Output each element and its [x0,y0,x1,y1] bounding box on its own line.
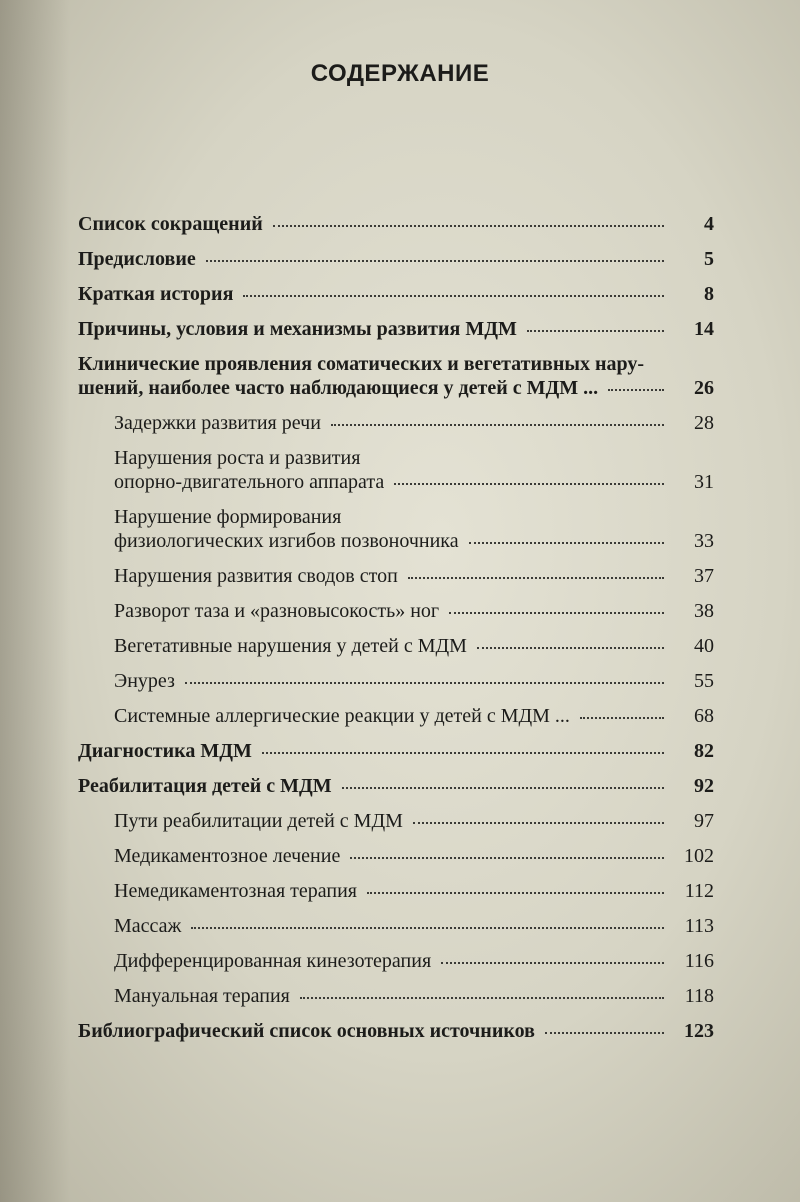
toc-entry-title: Список сокращений [78,213,263,235]
page-title: СОДЕРЖАНИЕ [310,60,490,87]
toc-chapter [78,1019,714,1043]
toc-page-number: 37 [694,565,714,587]
toc-entry-title: Системные аллергические реакции у детей с МДМ ... [114,705,570,727]
dot-leader [243,294,664,297]
toc-entry-title: шений, наиболее часто наблюдающиеся у детей с МДМ ... [78,377,599,399]
toc-subsection [78,914,714,938]
toc-entry-title: Мануальная терапия [114,985,290,1007]
toc-page-number: 31 [694,471,714,493]
toc-entry-title: Медикаментозное лечение [114,845,341,867]
toc-subsection [78,411,714,435]
toc-chapter [78,282,714,306]
toc-entry-title: Массаж [114,915,182,937]
toc-chapter [78,774,714,798]
dot-leader [206,259,664,262]
dot-leader [413,821,664,824]
toc-subsection [78,599,714,623]
toc-page-number: 92 [694,775,714,797]
toc-subsection [78,879,714,903]
toc-page-number: 38 [694,600,714,622]
toc-entry-title: Дифференцированная кинезотерапия [114,950,432,972]
toc-page-number: 116 [684,950,714,972]
toc-page-number: 5 [704,248,714,270]
toc-entry-title-line: Нарушение формирования [114,506,342,528]
toc-subsection [78,844,714,868]
toc-entry-title: Библиографический список основных источников [78,1020,535,1042]
toc-page-number: 97 [694,810,714,832]
toc-entry-title-line: Клинические проявления соматических и вегетативных нару- [78,353,644,375]
dot-leader [449,611,664,614]
toc-page-number: 14 [694,318,714,340]
dot-leader [408,576,664,579]
dot-leader [350,856,664,859]
toc-subsection [78,564,714,588]
toc-chapter [78,247,714,271]
toc-page-number: 33 [694,530,714,552]
dot-leader [191,926,664,929]
toc-page-number: 82 [694,740,714,762]
toc-chapter [78,212,714,236]
toc-page-number: 55 [694,670,714,692]
toc-entry-title: Немедикаментозная терапия [114,880,357,902]
toc-page-number: 26 [694,377,714,399]
toc-entry-title: Диагностика МДМ [78,740,252,762]
dot-leader [394,482,664,485]
page-shadow [0,0,70,1202]
toc-entry-title: Причины, условия и механизмы развития МДМ [78,318,517,340]
toc-chapter [78,317,714,341]
dot-leader [331,423,664,426]
dot-leader [300,996,664,999]
toc-subsection [78,949,714,973]
toc-entry-title: Краткая история [78,283,234,305]
toc-subsection [78,634,714,658]
toc-entry-title: Пути реабилитации детей с МДМ [114,810,403,832]
dot-leader [545,1031,664,1034]
toc-page-number: 123 [684,1020,714,1042]
toc-page-number: 102 [684,845,714,867]
dot-leader [469,541,664,544]
dot-leader [441,961,664,964]
toc-subsection [78,446,714,494]
toc-entry-title: Нарушения развития сводов стоп [114,565,398,587]
toc-entry-title: опорно-двигательного аппарата [114,471,385,493]
dot-leader [608,388,664,391]
toc-page-number: 68 [694,705,714,727]
toc-page-number: 4 [704,213,714,235]
dot-leader [273,224,664,227]
toc-chapter [78,352,714,400]
toc-entry-title-line: Нарушения роста и развития [114,447,361,469]
dot-leader [527,329,664,332]
toc-entry-title: физиологических изгибов позвоночника [114,530,459,552]
toc-entry-title: Энурез [114,670,175,692]
toc-subsection [78,984,714,1008]
toc-entry-title: Реабилитация детей с МДМ [78,775,332,797]
dot-leader [367,891,664,894]
toc-entry-title: Предисловие [78,248,196,270]
toc-page-number: 112 [684,880,714,902]
dot-leader [580,716,664,719]
toc-entry-title: Разворот таза и «разновысокость» ног [114,600,440,622]
table-of-contents [78,212,714,1054]
toc-page-number: 40 [694,635,714,657]
toc-subsection [78,809,714,833]
toc-page-number: 8 [704,283,714,305]
toc-page-number: 113 [684,915,714,937]
toc-subsection [78,704,714,728]
dot-leader [477,646,664,649]
dot-leader [262,751,664,754]
toc-page-number: 118 [684,985,714,1007]
toc-chapter [78,739,714,763]
dot-leader [185,681,664,684]
toc-page-number: 28 [694,412,714,434]
dot-leader [342,786,664,789]
toc-entry-title: Вегетативные нарушения у детей с МДМ [114,635,467,657]
toc-entry-title: Задержки развития речи [114,412,321,434]
toc-subsection [78,505,714,553]
toc-subsection [78,669,714,693]
